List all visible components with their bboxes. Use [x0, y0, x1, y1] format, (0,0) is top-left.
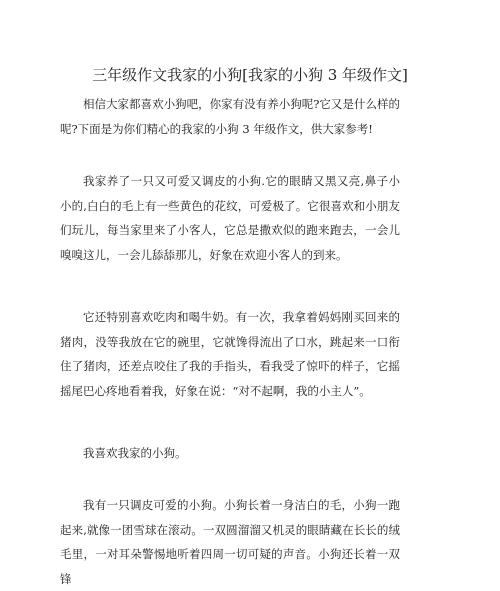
- paragraph-intro: 相信大家都喜欢小狗吧，你家有没有养小狗呢?它又是什么样的呢?下面是为你们精心的我家的小狗 3 年级作文，供大家参考!: [60, 97, 400, 136]
- paragraph-appearance: 我家养了一只又可爱又调皮的小狗.它的眼睛又黑又亮,鼻子小小的,白白的毛上有一些黄色的花纹，可爱极了。它很喜欢和小朋友们玩儿，每当家里来了小客人，它总是撒欢似的跑来跑去，一会儿嗅嗅这儿，一会儿舔舔那儿，好象在欢迎小客人的到来。: [60, 174, 400, 262]
- paragraph-food: 它还特别喜欢吃肉和喝牛奶。有一次，我拿着妈妈刚买回来的猪肉，没等我放在它的碗里，它就馋得流出了口水，跳起来一口衔住了猪肉，还差点咬住了我的手指头，看我受了惊吓的样子，它摇摇尾巴心疼地看着我，好象在说：“对不起啊，我的小主人”。: [60, 310, 400, 398]
- paragraph-conclusion: 我喜欢我家的小狗。: [83, 446, 187, 460]
- document-title: 三年级作文我家的小狗[我家的小狗 3 年级作文]: [92, 66, 408, 84]
- paragraph-second-essay: 我有一只调皮可爱的小狗。小狗长着一身洁白的毛，小狗一跑起来,就像一团雪球在滚动。一双圆溜溜又机灵的眼睛藏在长长的绒毛里，一对耳朵警惕地听着四周一切可疑的声音。小狗还长着一双锋: [60, 498, 400, 586]
